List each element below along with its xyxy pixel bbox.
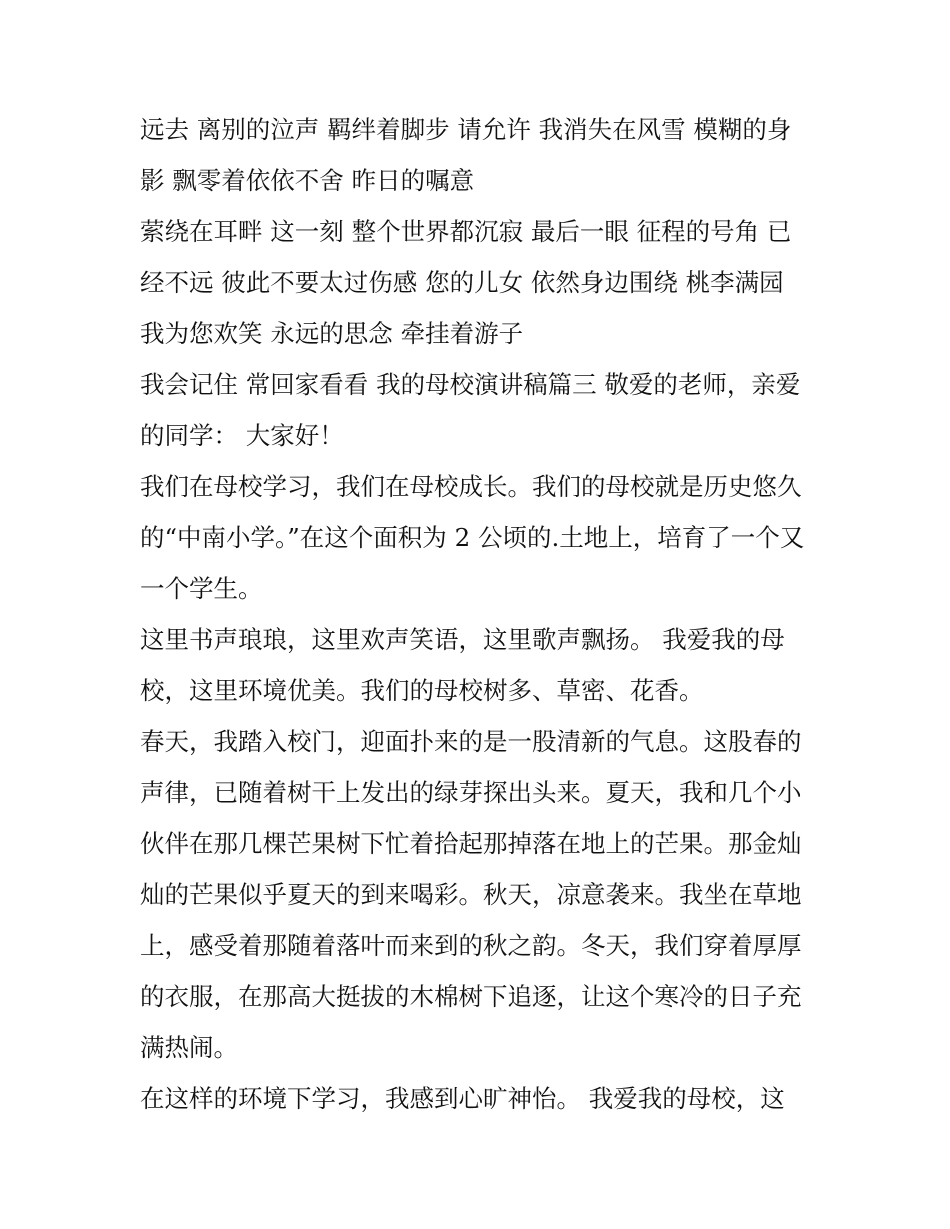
text-line: 满热闹。 [140, 1033, 238, 1062]
text-line: 灿的芒果似乎夏天的到来喝彩。秋天，凉意袭来。我坐在草地 [140, 880, 802, 909]
text-line: 的同学： 大家好！ [140, 421, 344, 450]
text-line: 春天，我踏入校门，迎面扑来的是一股清新的气息。这股春的 [140, 727, 802, 756]
text-line: 上，感受着那随着落叶而来到的秋之韵。冬天，我们穿着厚厚 [140, 931, 802, 960]
text-line: 的“中南小学。”在这个面积为 2 公顷的.土地上，培育了一个又 [140, 523, 805, 552]
text-line: 我为您欢笑 永远的思念 牵挂着游子 [140, 319, 524, 348]
text-line: 在这样的环境下学习，我感到心旷神怡。 我爱我的母校，这 [140, 1084, 785, 1113]
text-line: 影 飘零着依依不舍 昨日的嘱意 [140, 166, 475, 195]
text-line: 我们在母校学习，我们在母校成长。我们的母校就是历史悠久 [140, 472, 802, 501]
text-line: 远去 离别的泣声 羁绊着脚步 请允许 我消失在风雪 模糊的身 [140, 115, 792, 144]
text-line: 伙伴在那几棵芒果树下忙着拾起那掉落在地上的芒果。那金灿 [140, 829, 802, 858]
text-line: 一个学生。 [140, 574, 263, 603]
text-line: 校，这里环境优美。我们的母校树多、草密、花香。 [140, 676, 704, 705]
text-line: 这里书声琅琅，这里欢声笑语，这里歌声飘扬。 我爱我的母 [140, 625, 785, 654]
text-line: 声律，已随着树干上发出的绿芽探出头来。夏天，我和几个小 [140, 778, 802, 807]
text-line: 萦绕在耳畔 这一刻 整个世界都沉寂 最后一眼 征程的号角 已 [140, 217, 792, 246]
text-line: 我会记住 常回家看看 我的母校演讲稿篇三 敬爱的老师，亲爱 [140, 370, 801, 399]
document-body [140, 104, 820, 1124]
text-line: 的衣服，在那高大挺拔的木棉树下追逐，让这个寒冷的日子充 [140, 982, 802, 1011]
text-line: 经不远 彼此不要太过伤感 您的儿女 依然身边围绕 桃李满园 [140, 268, 784, 297]
